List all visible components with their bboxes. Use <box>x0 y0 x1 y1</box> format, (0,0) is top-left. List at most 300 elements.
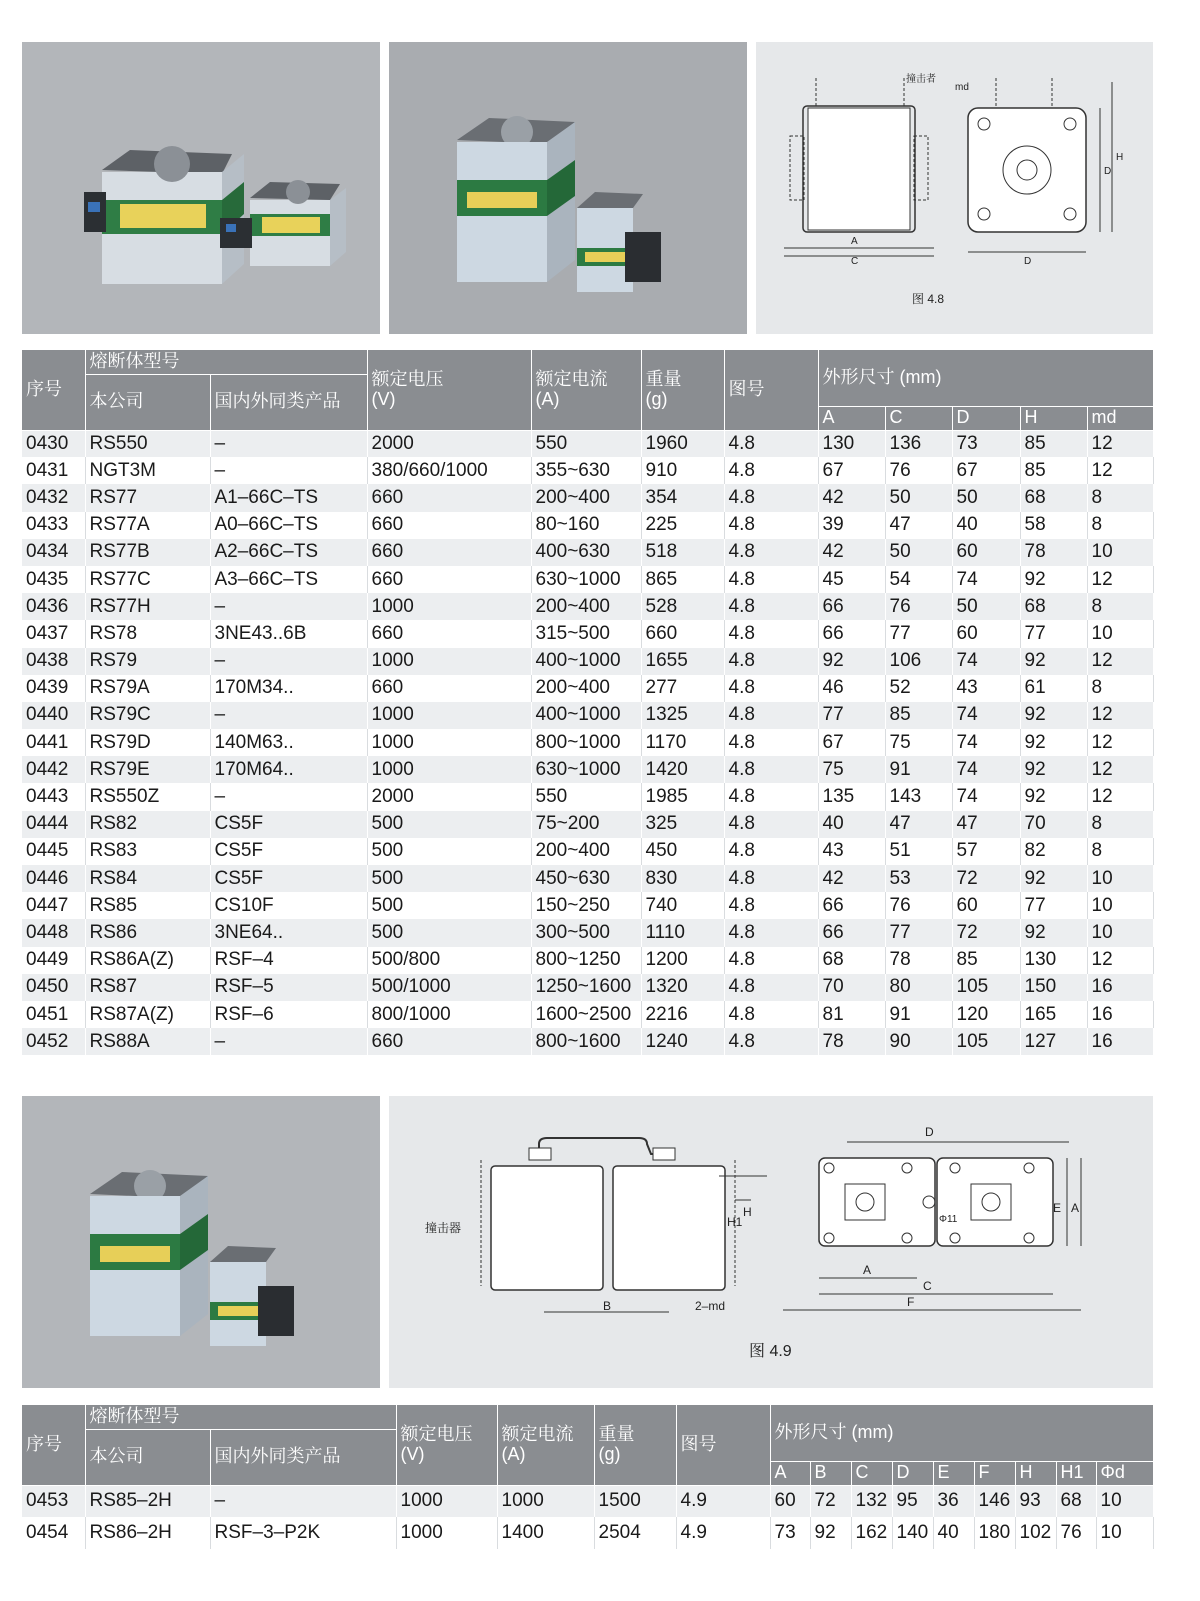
fig49-label-f: F <box>907 1295 915 1309</box>
table-cell: 1960 <box>641 430 724 457</box>
table-cell: 0430 <box>22 430 85 457</box>
table-cell: 1240 <box>641 1028 724 1055</box>
table-cell: 0448 <box>22 919 85 946</box>
table-cell: 67 <box>818 729 885 756</box>
table-cell: 1110 <box>641 919 724 946</box>
table-cell: 0451 <box>22 1001 85 1028</box>
table-cell: 45 <box>818 566 885 593</box>
table-cell: 2000 <box>367 430 531 457</box>
table-cell: 77 <box>1020 892 1087 919</box>
product-photo-3 <box>22 1096 380 1388</box>
table-cell: RS87 <box>85 974 210 1001</box>
table-cell: 42 <box>818 865 885 892</box>
table-cell: 76 <box>885 593 952 620</box>
table-cell: 1170 <box>641 729 724 756</box>
table1-header-company: 本公司 <box>85 374 210 430</box>
table-cell: 0442 <box>22 756 85 783</box>
table-cell: 78 <box>818 1028 885 1055</box>
fuse-spec-table-2 <box>22 1405 1154 1549</box>
table-cell: 54 <box>885 566 952 593</box>
table-cell: 105 <box>952 1028 1020 1055</box>
fig49-label-b: B <box>603 1299 612 1313</box>
table-cell: 800~1000 <box>531 729 641 756</box>
table-cell: 105 <box>952 974 1020 1001</box>
table-cell: 58 <box>1020 512 1087 539</box>
table-cell: 10 <box>1087 892 1153 919</box>
table-cell: 46 <box>818 675 885 702</box>
table-cell: RS79C <box>85 702 210 729</box>
table-row <box>22 811 1153 838</box>
table-cell: 12 <box>1087 702 1153 729</box>
table-cell: 2000 <box>367 783 531 810</box>
table-cell: 8 <box>1087 593 1153 620</box>
table-cell: 40 <box>933 1517 974 1549</box>
table-cell: 91 <box>885 756 952 783</box>
table2-dim-col: H <box>1015 1461 1056 1485</box>
table-cell: 500/1000 <box>367 974 531 1001</box>
table-cell: 4.8 <box>724 593 818 620</box>
table-cell: 400~1000 <box>531 648 641 675</box>
table-cell: 16 <box>1087 974 1153 1001</box>
table-row <box>22 783 1153 810</box>
table1-dim-col: D <box>952 406 1020 430</box>
table-cell: 53 <box>885 865 952 892</box>
table-cell: 200~400 <box>531 484 641 511</box>
table-row <box>22 593 1153 620</box>
table2-dim-col: Φd <box>1096 1461 1153 1485</box>
table-cell: RS85–2H <box>85 1485 210 1517</box>
table-cell: – <box>210 1028 367 1055</box>
table-cell: 4.8 <box>724 702 818 729</box>
table-cell: 92 <box>1020 648 1087 675</box>
table-cell: A1–66C–TS <box>210 484 367 511</box>
table-cell: 92 <box>1020 865 1087 892</box>
table-cell: 315~500 <box>531 620 641 647</box>
table-cell: 4.8 <box>724 756 818 783</box>
table-cell: 74 <box>952 756 1020 783</box>
table-cell: 660 <box>367 566 531 593</box>
table-row <box>22 539 1153 566</box>
table-cell: – <box>210 1485 396 1517</box>
fuse-photo-pair-3 <box>22 1096 380 1388</box>
table-cell: 50 <box>885 539 952 566</box>
table-cell: 200~400 <box>531 675 641 702</box>
table-cell: 0432 <box>22 484 85 511</box>
table-cell: 170M64.. <box>210 756 367 783</box>
table-cell: A2–66C–TS <box>210 539 367 566</box>
table-cell: 150 <box>1020 974 1087 1001</box>
figure-4-8-drawing <box>756 42 1153 334</box>
table-cell: 0453 <box>22 1485 85 1517</box>
table-cell: 40 <box>818 811 885 838</box>
table-cell: 75~200 <box>531 811 641 838</box>
table-cell: 170M34.. <box>210 675 367 702</box>
table-cell: 1000 <box>396 1485 497 1517</box>
table-row <box>22 919 1153 946</box>
table1-header-current: 额定电流 (A) <box>531 350 641 430</box>
table-cell: 1000 <box>497 1485 594 1517</box>
table-cell: CS5F <box>210 811 367 838</box>
table-cell: 2216 <box>641 1001 724 1028</box>
table-cell: 72 <box>952 865 1020 892</box>
table-cell: 12 <box>1087 783 1153 810</box>
table-cell: 660 <box>367 484 531 511</box>
table1-body <box>22 430 1153 1055</box>
table-cell: 0450 <box>22 974 85 1001</box>
table-cell: RS77A <box>85 512 210 539</box>
table-cell: 8 <box>1087 675 1153 702</box>
table-cell: 400~1000 <box>531 702 641 729</box>
table-cell: 8 <box>1087 484 1153 511</box>
fuse-photo-pair-2 <box>389 42 747 334</box>
table-cell: 74 <box>952 702 1020 729</box>
table-cell: 102 <box>1015 1517 1056 1549</box>
table-cell: 74 <box>952 648 1020 675</box>
table-cell: 136 <box>885 430 952 457</box>
table-cell: 4.8 <box>724 620 818 647</box>
table-cell: 73 <box>952 430 1020 457</box>
table-cell: 0440 <box>22 702 85 729</box>
table-cell: 660 <box>367 1028 531 1055</box>
table-cell: 85 <box>952 947 1020 974</box>
table-cell: 500 <box>367 919 531 946</box>
table1-header-voltage: 额定电压 (V) <box>367 350 531 430</box>
table-cell: 0435 <box>22 566 85 593</box>
table-row <box>22 620 1153 647</box>
table-cell: 4.8 <box>724 838 818 865</box>
table-row <box>22 1485 1153 1517</box>
table-cell: 75 <box>818 756 885 783</box>
table-cell: 1000 <box>396 1517 497 1549</box>
table-cell: 106 <box>885 648 952 675</box>
fig48-label-d-side: D <box>1104 166 1112 177</box>
table-row <box>22 865 1153 892</box>
table-cell: RS86 <box>85 919 210 946</box>
table-cell: 4.8 <box>724 947 818 974</box>
table-cell: 0444 <box>22 811 85 838</box>
table2-header-weight: 重量 (g) <box>594 1405 676 1485</box>
table-cell: 865 <box>641 566 724 593</box>
table-cell: 4.9 <box>676 1517 770 1549</box>
fig49-label-a-side: A <box>1071 1201 1080 1215</box>
table-cell: 830 <box>641 865 724 892</box>
table1-header-weight: 重量 (g) <box>641 350 724 430</box>
table-cell: 51 <box>885 838 952 865</box>
table-cell: 4.8 <box>724 675 818 702</box>
table-cell: 10 <box>1087 865 1153 892</box>
table1-header-fuse-model: 熔断体型号 <box>85 350 367 374</box>
table-cell: RS85 <box>85 892 210 919</box>
table-cell: – <box>210 648 367 675</box>
table-cell: 12 <box>1087 947 1153 974</box>
table-cell: RS550Z <box>85 783 210 810</box>
table-cell: 500/800 <box>367 947 531 974</box>
table1-header-seq: 序号 <box>22 350 85 430</box>
table-cell: 0449 <box>22 947 85 974</box>
table2-dim-col: C <box>851 1461 892 1485</box>
table-cell: 660 <box>367 620 531 647</box>
table-cell: 165 <box>1020 1001 1087 1028</box>
table-cell: – <box>210 457 367 484</box>
table-cell: 1250~1600 <box>531 974 641 1001</box>
table-cell: 68 <box>1020 593 1087 620</box>
table-cell: 42 <box>818 539 885 566</box>
fuse-photo-pair-1 <box>22 42 380 334</box>
table-row <box>22 729 1153 756</box>
table-cell: – <box>210 593 367 620</box>
table-cell: 61 <box>1020 675 1087 702</box>
table-cell: 800/1000 <box>367 1001 531 1028</box>
table-cell: 47 <box>885 811 952 838</box>
table-cell: 0437 <box>22 620 85 647</box>
table-cell: 550 <box>531 430 641 457</box>
table-cell: 12 <box>1087 648 1153 675</box>
table-row <box>22 838 1153 865</box>
table-row <box>22 1028 1153 1055</box>
table-cell: 68 <box>1056 1485 1096 1517</box>
table-cell: 8 <box>1087 838 1153 865</box>
table-cell: 4.8 <box>724 919 818 946</box>
table-cell: 325 <box>641 811 724 838</box>
table-cell: RS82 <box>85 811 210 838</box>
table-cell: 60 <box>952 620 1020 647</box>
table-row <box>22 484 1153 511</box>
table-cell: 67 <box>952 457 1020 484</box>
table-cell: 36 <box>933 1485 974 1517</box>
table-row <box>22 675 1153 702</box>
table-cell: 277 <box>641 675 724 702</box>
table-cell: RS77 <box>85 484 210 511</box>
table2-header-figure: 图号 <box>676 1405 770 1485</box>
table-cell: 500 <box>367 865 531 892</box>
table-cell: A0–66C–TS <box>210 512 367 539</box>
table2-dim-col: E <box>933 1461 974 1485</box>
table-cell: 1985 <box>641 783 724 810</box>
table-cell: 4.8 <box>724 811 818 838</box>
table-cell: 0433 <box>22 512 85 539</box>
table-cell: 90 <box>885 1028 952 1055</box>
table-cell: 1325 <box>641 702 724 729</box>
table-cell: 60 <box>952 892 1020 919</box>
table-cell: – <box>210 702 367 729</box>
table-cell: 500 <box>367 838 531 865</box>
table-cell: 77 <box>885 919 952 946</box>
table2-header-voltage: 额定电压 (V) <box>396 1405 497 1485</box>
table-cell: 4.8 <box>724 430 818 457</box>
table-cell: 4.8 <box>724 892 818 919</box>
table-cell: 200~400 <box>531 593 641 620</box>
table-cell: 450 <box>641 838 724 865</box>
fig49-label-2md: 2–md <box>695 1299 726 1313</box>
table-cell: 50 <box>952 484 1020 511</box>
table-cell: 380/660/1000 <box>367 457 531 484</box>
table-cell: RS78 <box>85 620 210 647</box>
table-cell: 910 <box>641 457 724 484</box>
table-cell: 0436 <box>22 593 85 620</box>
table-cell: RS79E <box>85 756 210 783</box>
table-cell: 47 <box>885 512 952 539</box>
table-cell: 92 <box>1020 919 1087 946</box>
table-row <box>22 756 1153 783</box>
table1-dim-col: H <box>1020 406 1087 430</box>
fig48-label-d-bottom: D <box>1024 256 1032 267</box>
table-cell: RS79D <box>85 729 210 756</box>
table-cell: 120 <box>952 1001 1020 1028</box>
table-cell: 143 <box>885 783 952 810</box>
table2-header-fuse-model: 熔断体型号 <box>85 1405 396 1429</box>
table1-header-equivalent: 国内外同类产品 <box>210 374 367 430</box>
table-cell: 354 <box>641 484 724 511</box>
table-cell: 50 <box>952 593 1020 620</box>
table-cell: RSF–5 <box>210 974 367 1001</box>
table-cell: 66 <box>818 620 885 647</box>
fig49-label-phi11: Φ11 <box>939 1214 958 1225</box>
table-cell: 0441 <box>22 729 85 756</box>
table-cell: 10 <box>1096 1485 1153 1517</box>
product-photo-1 <box>22 42 380 334</box>
table-cell: 12 <box>1087 756 1153 783</box>
table-row <box>22 1517 1153 1549</box>
table-row <box>22 702 1153 729</box>
table-cell: 82 <box>1020 838 1087 865</box>
table-cell: 50 <box>885 484 952 511</box>
table-cell: 528 <box>641 593 724 620</box>
table-cell: 130 <box>818 430 885 457</box>
table-cell: 0454 <box>22 1517 85 1549</box>
table1-dim-col: md <box>1087 406 1153 430</box>
table-cell: 127 <box>1020 1028 1087 1055</box>
table-cell: 800~1600 <box>531 1028 641 1055</box>
table-cell: 60 <box>770 1485 810 1517</box>
table-cell: 67 <box>818 457 885 484</box>
table-cell: 77 <box>885 620 952 647</box>
table-cell: 43 <box>818 838 885 865</box>
table-cell: 4.8 <box>724 566 818 593</box>
table-row <box>22 974 1153 1001</box>
table-cell: 225 <box>641 512 724 539</box>
table-cell: 80 <box>885 974 952 1001</box>
table-cell: 630~1000 <box>531 756 641 783</box>
table-cell: 300~500 <box>531 919 641 946</box>
fig48-label-md: md <box>955 82 969 93</box>
table-cell: 57 <box>952 838 1020 865</box>
table-cell: RS86A(Z) <box>85 947 210 974</box>
table-cell: 43 <box>952 675 1020 702</box>
table-cell: RSF–3–P2K <box>210 1517 396 1549</box>
table-cell: 1000 <box>367 729 531 756</box>
table-cell: 4.8 <box>724 865 818 892</box>
table-cell: 16 <box>1087 1001 1153 1028</box>
table-cell: 66 <box>818 593 885 620</box>
table-cell: 42 <box>818 484 885 511</box>
table-cell: 76 <box>885 457 952 484</box>
table-cell: RSF–4 <box>210 947 367 974</box>
fig48-caption: 图 4.8 <box>912 292 945 306</box>
table-cell: 450~630 <box>531 865 641 892</box>
table-cell: 74 <box>952 729 1020 756</box>
table-cell: 66 <box>818 892 885 919</box>
table-cell: 4.8 <box>724 512 818 539</box>
fig49-label-h1: H1 <box>727 1215 743 1229</box>
table-cell: 95 <box>892 1485 933 1517</box>
table-cell: 68 <box>818 947 885 974</box>
table-cell: 550 <box>531 783 641 810</box>
table-cell: 0447 <box>22 892 85 919</box>
table2-body <box>22 1485 1153 1549</box>
table-cell: 72 <box>952 919 1020 946</box>
table-cell: 1200 <box>641 947 724 974</box>
table-cell: 92 <box>810 1517 851 1549</box>
table-cell: RS86–2H <box>85 1517 210 1549</box>
table-cell: CS5F <box>210 838 367 865</box>
table-cell: 81 <box>818 1001 885 1028</box>
table-cell: 77 <box>818 702 885 729</box>
table-cell: RS77B <box>85 539 210 566</box>
table-cell: 85 <box>1020 430 1087 457</box>
table-cell: 740 <box>641 892 724 919</box>
table-cell: 4.8 <box>724 484 818 511</box>
table-cell: 4.9 <box>676 1485 770 1517</box>
table-cell: 70 <box>818 974 885 1001</box>
fig49-label-a: A <box>863 1263 872 1277</box>
table-row <box>22 1001 1153 1028</box>
fig49-label-e: E <box>1053 1201 1062 1215</box>
table-cell: 400~630 <box>531 539 641 566</box>
table-cell: 8 <box>1087 811 1153 838</box>
table-cell: 92 <box>1020 702 1087 729</box>
table-cell: 12 <box>1087 430 1153 457</box>
table-cell: RS79A <box>85 675 210 702</box>
table-cell: 91 <box>885 1001 952 1028</box>
table-cell: 500 <box>367 892 531 919</box>
table-cell: 4.8 <box>724 1001 818 1028</box>
table-cell: 76 <box>885 892 952 919</box>
table-cell: 4.8 <box>724 457 818 484</box>
table-cell: 146 <box>974 1485 1015 1517</box>
fig48-label-striker: 撞击者 <box>906 74 936 85</box>
table-row <box>22 892 1153 919</box>
table-cell: 92 <box>1020 729 1087 756</box>
table-cell: RS88A <box>85 1028 210 1055</box>
table-cell: 1500 <box>594 1485 676 1517</box>
table-cell: 72 <box>810 1485 851 1517</box>
table-cell: 4.8 <box>724 539 818 566</box>
table-cell: 132 <box>851 1485 892 1517</box>
table-cell: 518 <box>641 539 724 566</box>
fig49-label-striker: 撞击器 <box>425 1221 462 1235</box>
table2-header-company: 本公司 <box>85 1429 210 1485</box>
table-cell: 1000 <box>367 702 531 729</box>
table-cell: 180 <box>974 1517 1015 1549</box>
table2-header-current: 额定电流 (A) <box>497 1405 594 1485</box>
table1-dim-col: A <box>818 406 885 430</box>
table-cell: 660 <box>367 512 531 539</box>
table-row <box>22 457 1153 484</box>
table-cell: 1000 <box>367 593 531 620</box>
table-cell: 85 <box>1020 457 1087 484</box>
table2-header-dims: 外形尺寸 (mm) <box>770 1405 1153 1461</box>
table-cell: 660 <box>367 539 531 566</box>
table-cell: 4.8 <box>724 648 818 675</box>
figure-4-9-drawing <box>389 1096 1153 1388</box>
table-cell: RS84 <box>85 865 210 892</box>
table-cell: RS87A(Z) <box>85 1001 210 1028</box>
table-cell: 4.8 <box>724 729 818 756</box>
table-cell: RS77H <box>85 593 210 620</box>
table-cell: 47 <box>952 811 1020 838</box>
table-cell: CS10F <box>210 892 367 919</box>
table-cell: RS77C <box>85 566 210 593</box>
